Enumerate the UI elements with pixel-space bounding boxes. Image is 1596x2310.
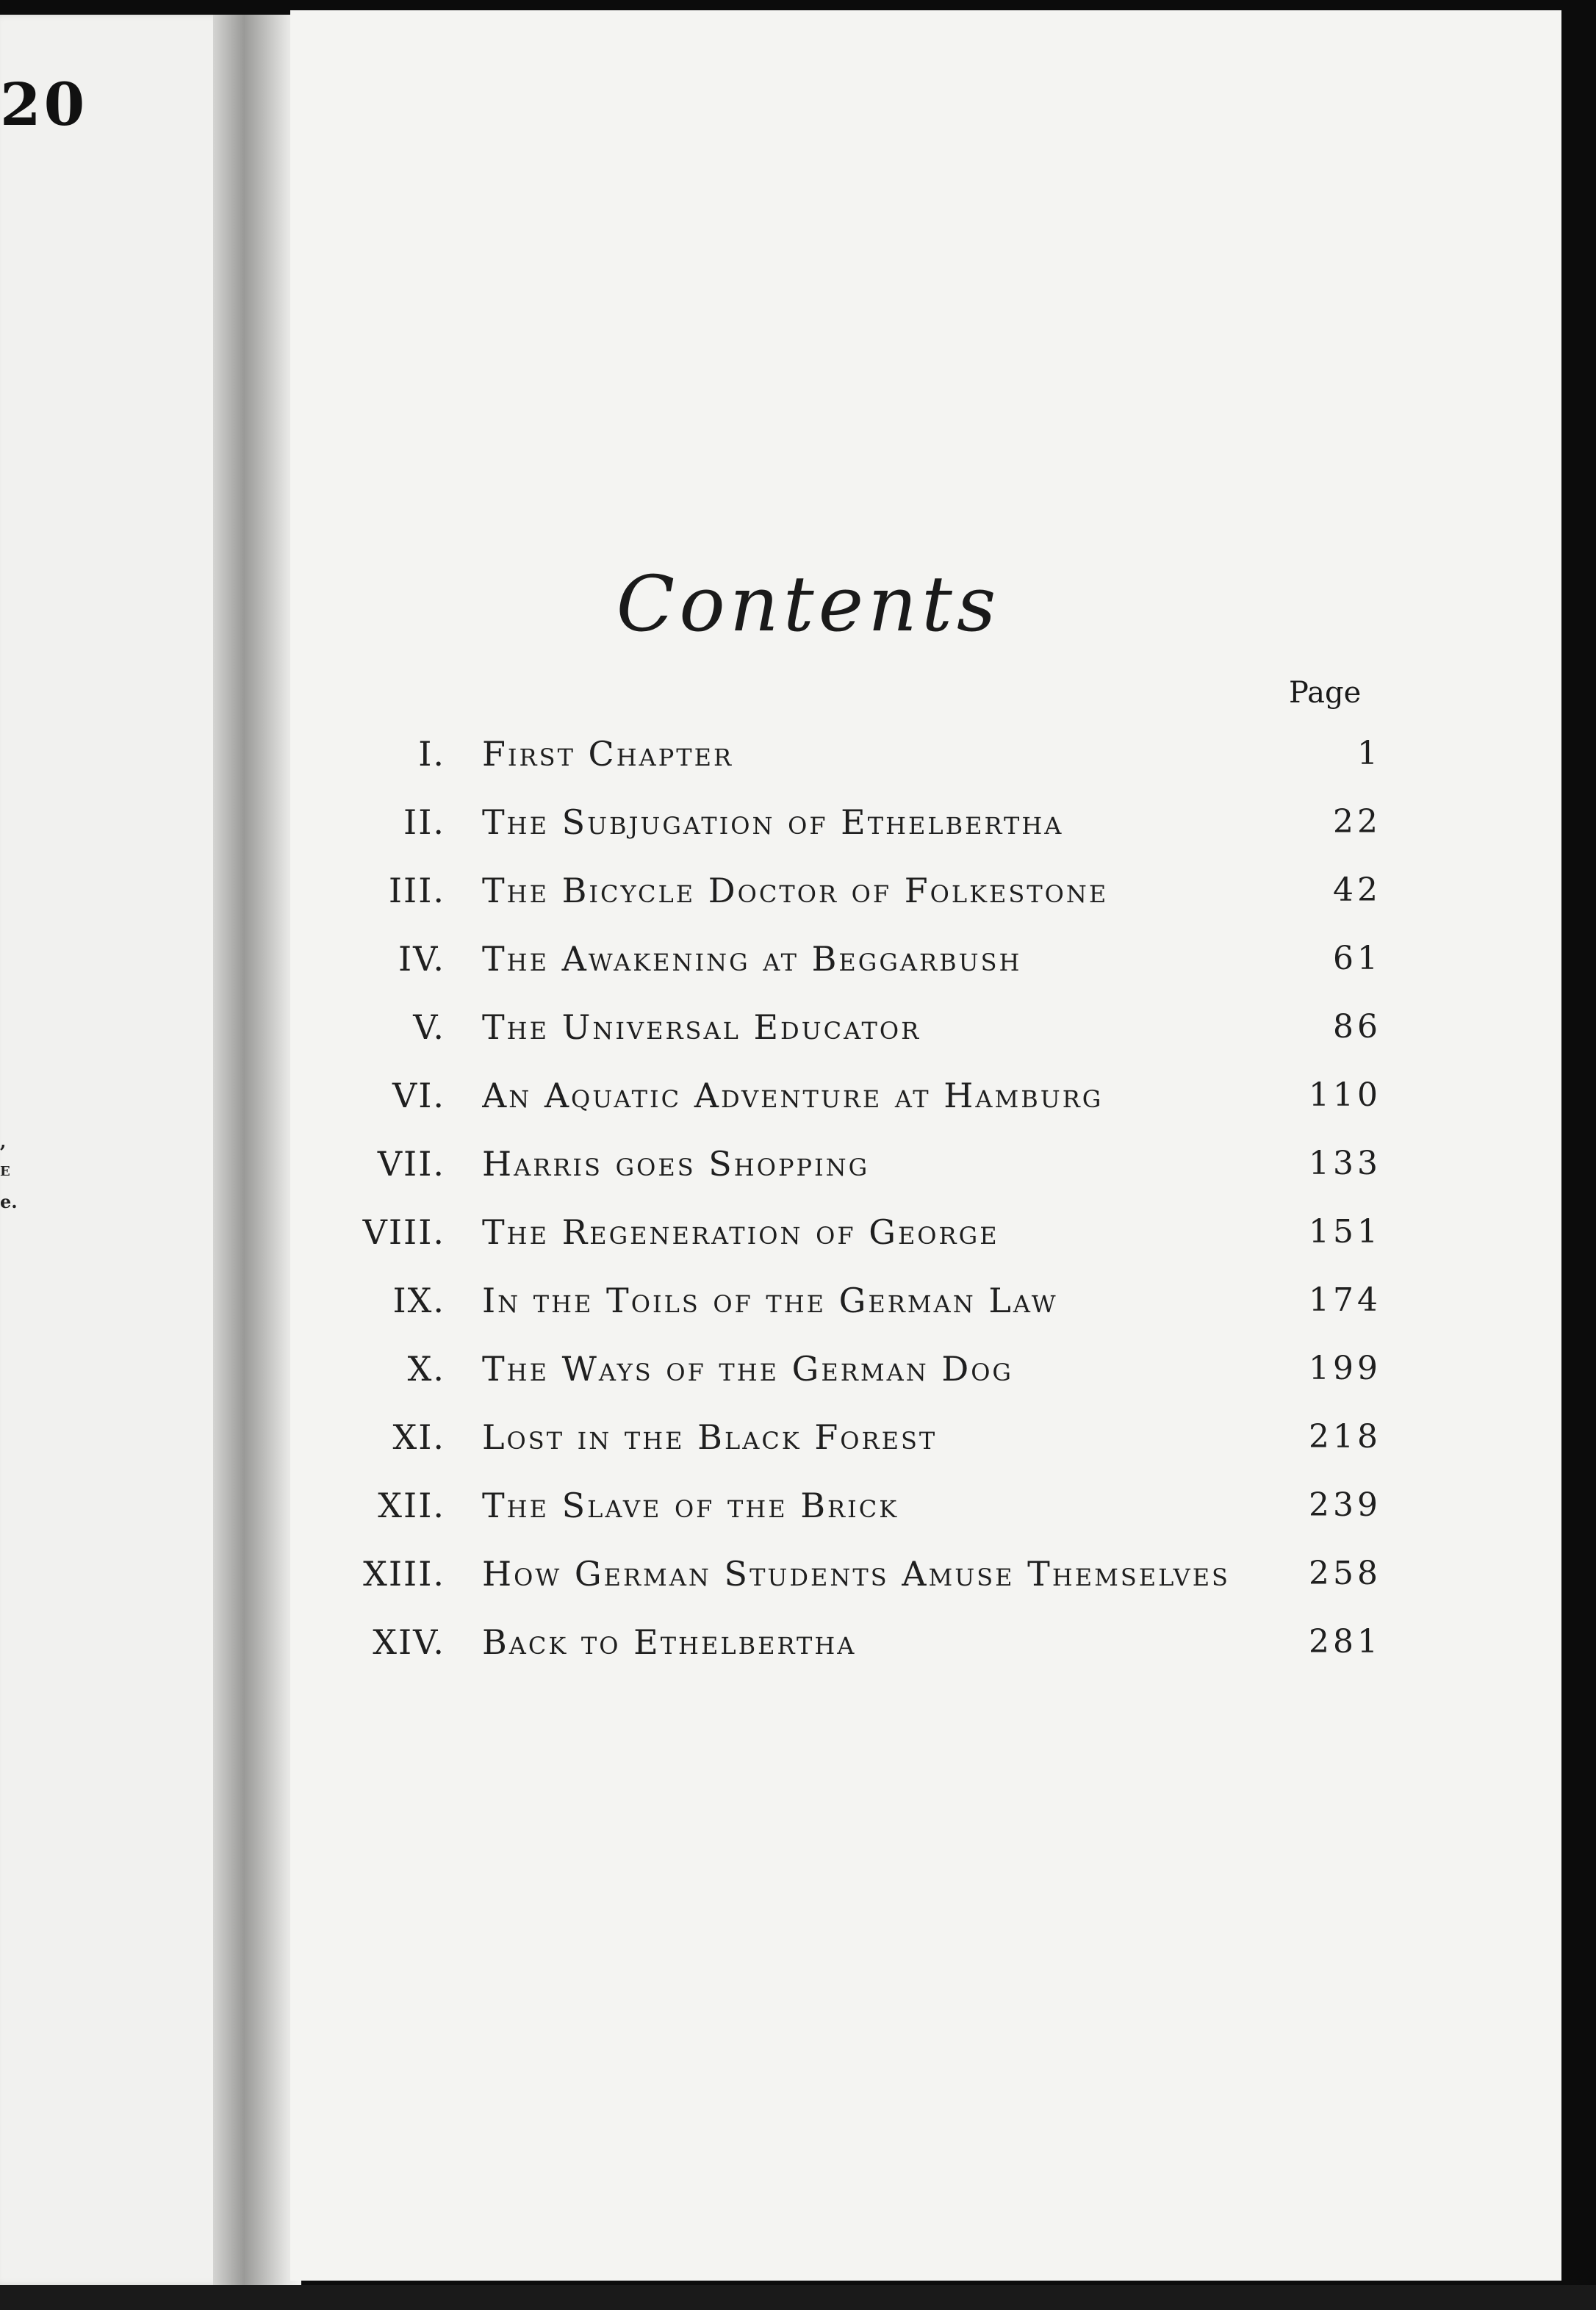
toc-chapter-number: VI.: [392, 1076, 445, 1115]
toc-chapter-number: XIII.: [363, 1554, 445, 1594]
toc-chapter-number: II.: [403, 802, 445, 842]
toc-chapter-title-text: First Chapter: [482, 734, 734, 774]
toc-chapter-title-text: The Subjugation of Ethelbertha: [482, 802, 1064, 842]
toc-chapter-title: [482, 1415, 1283, 1459]
toc-chapter-title: [482, 1278, 1283, 1323]
toc-entry: [0, 1552, 1596, 1596]
toc-entry: [0, 868, 1596, 913]
toc-chapter-title-text: An Aquatic Adventure at Hamburg: [482, 1076, 1104, 1115]
toc-chapter-title-text: Back to Ethelbertha: [482, 1622, 857, 1662]
toc-chapter-title: [482, 1005, 1283, 1049]
toc-page-number: 218: [1309, 1418, 1381, 1456]
toc-page-number: 239: [1309, 1486, 1381, 1524]
toc-chapter-title: [482, 1142, 1283, 1186]
toc-chapter-number: X.: [407, 1349, 445, 1389]
toc-chapter-number: IX.: [392, 1281, 445, 1320]
toc-page-number: 110: [1309, 1076, 1381, 1114]
toc-chapter-number: XIV.: [373, 1622, 445, 1662]
toc-chapter-title: [482, 1073, 1283, 1118]
toc-entry: [0, 1415, 1596, 1459]
toc-entry: [0, 1073, 1596, 1118]
toc-chapter-number: III.: [388, 871, 445, 910]
toc-entry: [0, 1278, 1596, 1323]
left-page-fragment: 20: [0, 70, 88, 139]
toc-chapter-title: [482, 1552, 1283, 1596]
toc-chapter-number: XI.: [392, 1417, 445, 1457]
toc-page-number: 151: [1309, 1213, 1381, 1251]
toc-page-number: 174: [1309, 1281, 1381, 1319]
toc-chapter-title: [482, 732, 1283, 776]
scan-border: [0, 2285, 1596, 2310]
toc-entry: [0, 1483, 1596, 1528]
toc-chapter-title: [482, 800, 1283, 844]
toc-chapter-title-text: The Bicycle Doctor of Folkestone: [482, 871, 1109, 910]
toc-page-number: 133: [1309, 1145, 1381, 1182]
toc-chapter-title-text: The Awakening at Beggarbush: [482, 939, 1022, 979]
toc-entry: [0, 1142, 1596, 1186]
toc-page-number: 42: [1333, 871, 1381, 909]
toc-chapter-title-text: The Regeneration of George: [482, 1212, 999, 1252]
toc-entry: [0, 1347, 1596, 1391]
toc-page-number: 22: [1333, 803, 1381, 841]
toc-chapter-title-text: In the Toils of the German Law: [482, 1281, 1058, 1320]
page-column-label: Page: [1289, 676, 1362, 710]
toc-chapter-title: [482, 868, 1283, 913]
toc-chapter-title: [482, 1347, 1283, 1391]
toc-page-number: 199: [1309, 1350, 1381, 1387]
toc-page-number: 1: [1357, 735, 1381, 772]
toc-page-number: 86: [1333, 1008, 1381, 1046]
page-title: Contents: [616, 559, 1001, 649]
toc-chapter-number: VIII.: [362, 1212, 445, 1252]
toc-page-number: 281: [1309, 1623, 1381, 1660]
toc-chapter-title-text: The Slave of the Brick: [482, 1486, 899, 1525]
toc-entry: [0, 800, 1596, 844]
toc-page-number: 61: [1333, 940, 1381, 977]
toc-chapter-number: VII.: [377, 1144, 445, 1184]
toc-entry: [0, 937, 1596, 981]
toc-chapter-title-text: Lost in the Black Forest: [482, 1417, 938, 1457]
toc-chapter-title: [482, 1620, 1283, 1664]
left-page-bit: e.: [0, 1191, 18, 1212]
toc-chapter-number: V.: [413, 1007, 445, 1047]
toc-chapter-title: [482, 1210, 1283, 1254]
left-page-bit: ,: [0, 1131, 7, 1152]
toc-chapter-number: IV.: [398, 939, 445, 979]
toc-entry: [0, 1005, 1596, 1049]
toc-entry: [0, 1210, 1596, 1254]
toc-chapter-title-text: The Ways of the German Dog: [482, 1349, 1013, 1389]
toc-chapter-title: [482, 1483, 1283, 1528]
toc-chapter-title-text: How German Students Amuse Themselves: [482, 1554, 1230, 1594]
toc-entry: [0, 1620, 1596, 1664]
left-page-bit: E: [0, 1164, 10, 1179]
toc-chapter-title: [482, 937, 1283, 981]
toc-chapter-title-text: The Universal Educator: [482, 1007, 921, 1047]
toc-chapter-number: XII.: [378, 1486, 445, 1525]
toc-page-number: 258: [1309, 1555, 1381, 1592]
toc-chapter-title-text: Harris goes Shopping: [482, 1144, 870, 1184]
toc-chapter-number: I.: [418, 734, 445, 774]
toc-entry: [0, 732, 1596, 776]
